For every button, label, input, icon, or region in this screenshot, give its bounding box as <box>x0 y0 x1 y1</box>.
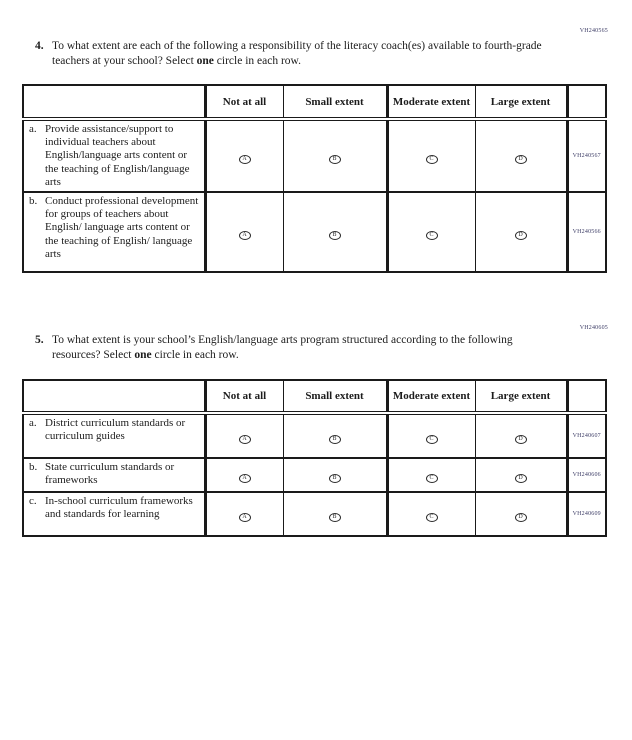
answer-circle-b[interactable]: B <box>329 513 341 522</box>
answer-circle-a[interactable]: A <box>239 435 251 444</box>
row-text: Conduct professional development for groups of teachers about English/ language arts content or the teaching of English/ language arts <box>45 195 199 260</box>
table-row <box>23 492 606 536</box>
answer-circle-c[interactable]: C <box>426 231 438 240</box>
row-code: VH240607 <box>567 413 606 458</box>
row-text: Provide assistance/support to individual teachers about English/language arts content or the teaching of English/language arts <box>45 123 190 188</box>
column-header-not-at-all: Not at all <box>205 380 283 413</box>
question-5-number: 5. <box>35 334 44 346</box>
question-5-prompt-tail: circle in each row. <box>151 349 239 361</box>
question-4-prompt-tail: circle in each row. <box>213 55 301 67</box>
answer-circle-a[interactable]: A <box>239 513 251 522</box>
question-5-prompt-text: To what extent is your school’s English/language arts program structured according to the following resources? Select <box>52 334 513 361</box>
question-5 <box>35 333 555 363</box>
option-cell <box>387 119 475 192</box>
row-letter: a. <box>29 417 37 429</box>
option-cell <box>387 192 475 272</box>
question-5-response-table <box>22 379 607 537</box>
question-4-code: VH240565 <box>579 28 608 34</box>
option-cell <box>205 192 283 272</box>
answer-circle-c[interactable]: C <box>426 474 438 483</box>
question-5-prompt-bold: one <box>134 349 152 361</box>
row-text: In-school curriculum frameworks and standards for learning <box>45 495 193 521</box>
answer-circle-a[interactable]: A <box>239 474 251 483</box>
table-header-row <box>23 85 606 119</box>
column-header-moderate-extent: Moderate extent <box>387 85 475 119</box>
question-4-prompt-text: To what extent are each of the following a responsibility of the literacy coach(es) available to fourth-grade teachers at your school? Select <box>52 40 542 67</box>
answer-circle-c[interactable]: C <box>426 435 438 444</box>
row-label-cell <box>23 458 205 492</box>
answer-circle-d[interactable]: D <box>515 435 527 444</box>
column-header-moderate-extent: Moderate extent <box>387 380 475 413</box>
option-cell <box>283 119 387 192</box>
question-5-code: VH240605 <box>579 325 608 331</box>
question-4-number: 4. <box>35 40 44 52</box>
column-header-large-extent: Large extent <box>475 85 567 119</box>
table-row <box>23 458 606 492</box>
option-cell <box>283 413 387 458</box>
option-cell <box>387 492 475 536</box>
row-text: State curriculum standards or frameworks <box>45 461 175 487</box>
header-blank <box>23 380 205 413</box>
question-4-prompt-bold: one <box>196 55 214 67</box>
answer-circle-b[interactable]: B <box>329 474 341 483</box>
answer-circle-c[interactable]: C <box>426 513 438 522</box>
option-cell <box>205 458 283 492</box>
answer-circle-d[interactable]: D <box>515 513 527 522</box>
question-5-prompt <box>52 333 555 363</box>
option-cell <box>387 458 475 492</box>
row-code: VH240609 <box>567 492 606 536</box>
answer-circle-d[interactable]: D <box>515 474 527 483</box>
row-code: VH240567 <box>567 119 606 192</box>
answer-circle-b[interactable]: B <box>329 155 341 164</box>
answer-circle-b[interactable]: B <box>329 435 341 444</box>
row-label-cell <box>23 119 205 192</box>
column-header-large-extent: Large extent <box>475 380 567 413</box>
answer-circle-a[interactable]: A <box>239 155 251 164</box>
answer-circle-b[interactable]: B <box>329 231 341 240</box>
row-letter: c. <box>29 495 37 507</box>
column-header-not-at-all: Not at all <box>205 85 283 119</box>
option-cell <box>205 119 283 192</box>
question-4-response-table <box>22 84 607 273</box>
row-code: VH240606 <box>567 458 606 492</box>
table-header-row <box>23 380 606 413</box>
option-cell <box>387 413 475 458</box>
answer-circle-a[interactable]: A <box>239 231 251 240</box>
answer-circle-d[interactable]: D <box>515 155 527 164</box>
header-code-blank <box>567 85 606 119</box>
header-code-blank <box>567 380 606 413</box>
option-cell <box>475 119 567 192</box>
header-blank <box>23 85 205 119</box>
option-cell <box>205 413 283 458</box>
answer-circle-d[interactable]: D <box>515 231 527 240</box>
option-cell <box>205 492 283 536</box>
row-letter: a. <box>29 123 37 135</box>
question-4-prompt <box>52 39 555 69</box>
row-letter: b. <box>29 195 38 208</box>
answer-circle-c[interactable]: C <box>426 155 438 164</box>
row-label-cell <box>23 413 205 458</box>
row-letter: b. <box>29 461 38 473</box>
row-text: District curriculum standards or curriculum guides <box>45 417 186 443</box>
option-cell <box>475 492 567 536</box>
option-cell <box>283 192 387 272</box>
option-cell <box>475 458 567 492</box>
row-label-cell <box>23 192 205 272</box>
table-row <box>23 192 606 272</box>
option-cell <box>475 192 567 272</box>
column-header-small-extent: Small extent <box>283 85 387 119</box>
option-cell <box>283 492 387 536</box>
question-4 <box>35 39 555 69</box>
table-row <box>23 119 606 192</box>
row-label-cell <box>23 492 205 536</box>
option-cell <box>475 413 567 458</box>
option-cell <box>283 458 387 492</box>
row-code: VH240566 <box>567 192 606 272</box>
table-row <box>23 413 606 458</box>
column-header-small-extent: Small extent <box>283 380 387 413</box>
